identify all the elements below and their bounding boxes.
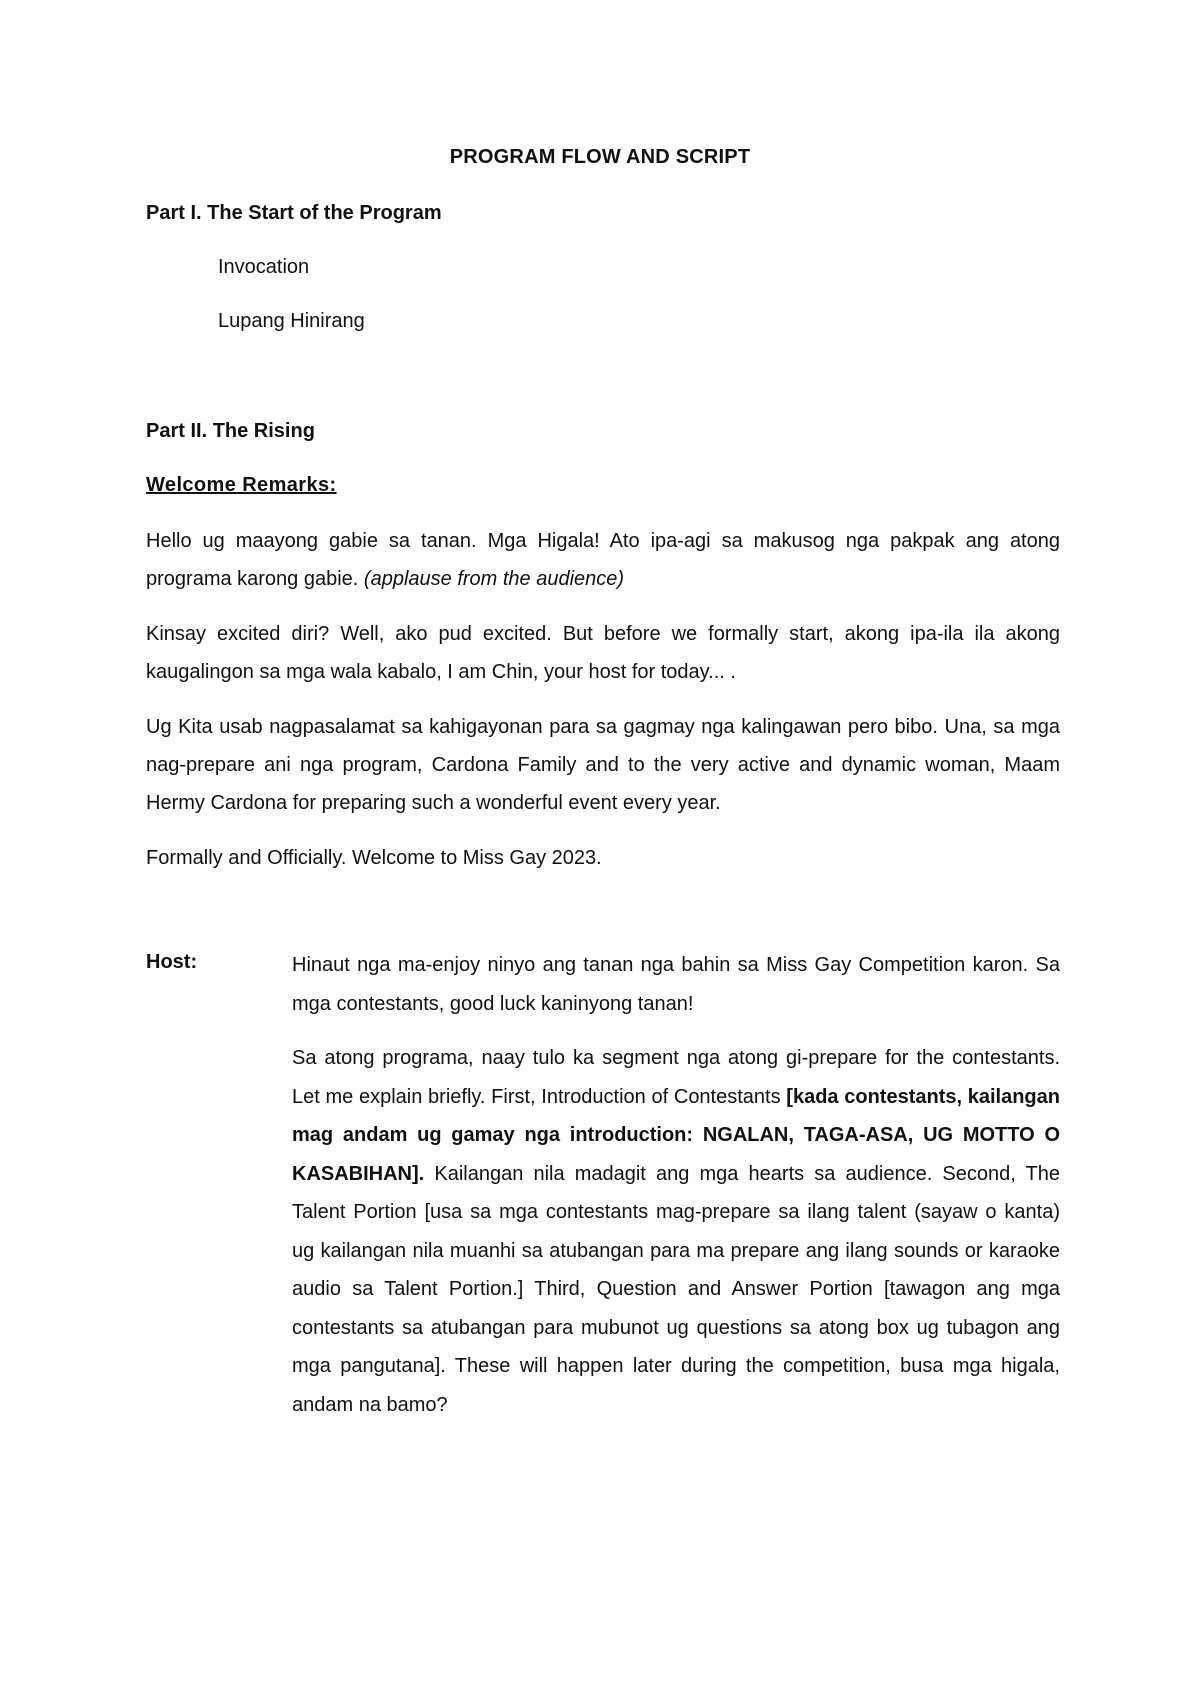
host-paragraph-2: [292, 1039, 1060, 1424]
host-paragraph-2-start: Sa atong programa, naay tulo ka segment nga atong gi-prepare for the contestants. Let me explain briefly. First, Introduction of Contestants: [292, 1047, 1060, 1108]
part1-item-invocation: Invocation: [218, 256, 310, 278]
welcome-paragraph-4: Formally and Officially. Welcome to Miss Gay 2023.: [146, 847, 602, 869]
part1-item-lupang-hinirang: Lupang Hinirang: [218, 310, 365, 332]
document-title: PROGRAM FLOW AND SCRIPT: [449, 146, 751, 168]
part1-heading: Part I. The Start of the Program: [146, 202, 442, 224]
welcome-paragraph-3: Ug Kita usab nagpasalamat sa kahigayonan para sa gagmay nga kalingawan pero bibo. Una, sa mga nag-prepare ani nga program, Cardona Family and to the very active and dynamic woman, Maam Hermy Cardona for preparing such a wonderful event every year.: [146, 716, 1060, 814]
host-label: Host:: [146, 951, 198, 973]
host-paragraph-2-end: Kailangan nila madagit ang mga hearts sa audience. Second, The Talent Portion [usa sa mga contestants mag-prepare sa ilang talent (sayaw o kanta) ug kailangan nila muanhi sa atubangan para ma prepare ang ilang sounds or karaoke audio sa Talent Portion.] Third, Question and Answer Portion [tawagon ang mga contestants sa atubangan para mubunot ug questions sa atong box ug tubagon ang mga pangutana]. These will happen later during the competition, busa mga higala, andam na bamo?: [292, 1162, 1060, 1416]
host-paragraph-1: Hinaut nga ma-enjoy ninyo ang tanan nga bahin sa Miss Gay Competition karon. Sa mga contestants, good luck kaninyong tanan!: [292, 954, 1060, 1015]
welcome-paragraph-1: [146, 522, 1060, 598]
welcome-paragraph-1-text: Hello ug maayong gabie sa tanan. Mga Higala! Ato ipa-agi sa makusog nga pakpak ang atong programa karong gabie.: [146, 530, 1060, 590]
welcome-remarks-heading: Welcome Remarks:: [146, 474, 337, 496]
applause-note: (applause from the audience): [363, 568, 625, 590]
welcome-paragraph-2: Kinsay excited diri? Well, ako pud excited. But before we formally start, akong ipa-ila ila akong kaugalingon sa mga wala kabalo, I am Chin, your host for today... .: [146, 623, 1060, 683]
introduction-instructions: [kada contestants, kailangan mag andam ug gamay nga introduction: NGALAN, TAGA-ASA, UG MOTTO O KASABIHAN].: [292, 1085, 1060, 1185]
part2-heading: Part II. The Rising: [146, 420, 315, 442]
